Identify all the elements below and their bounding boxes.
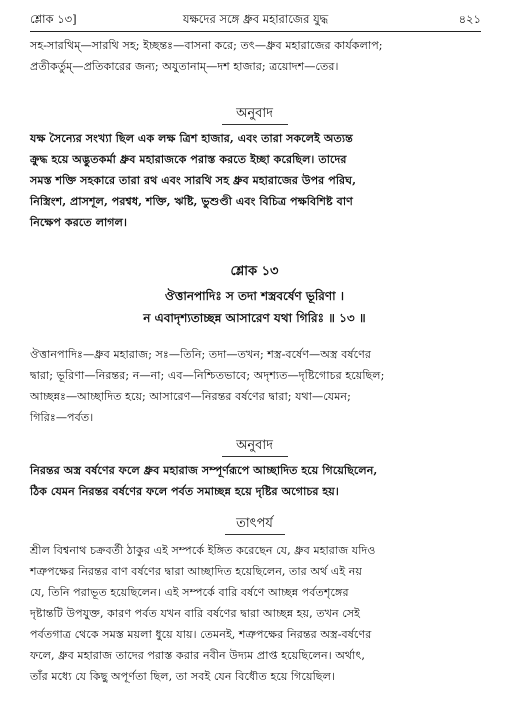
purport-line: যে, তিনি পরাভূত হয়েছিলেন। এই সম্পর্কে বারি বর্ষণে আচ্ছন্ন পর্বতশৃঙ্গের	[30, 586, 349, 599]
verse-line: ন এবাদৃশ্যতাচ্ছন্ন আসারেণ যথা গিরিঃ ॥ ১৩ ॥	[143, 311, 366, 325]
translation-line: ক্রুদ্ধ হয়ে অদ্ভুতকর্মা ধ্রুব মহারাজকে পরাস্ত করতে ইচ্ছা করেছিল। তাদের	[30, 152, 347, 166]
translation-line: নিক্ষেপ করতে লাগল।	[30, 215, 127, 229]
sanskrit-verse	[0, 285, 509, 329]
purport-line: শত্রুপক্ষের নিরন্তর বাণ বর্ষণের দ্বারা আচ্ছাদিত হয়েছিলেন, তার অর্থ এই নয়	[30, 565, 362, 578]
translation-line: ঠিক যেমন নিরন্তর বর্ষণের ফলে পর্বত সমাচ্ছন্ন হয়ে দৃষ্টির অগোচর হয়।	[30, 484, 339, 498]
translation-heading-2: অনুবাদ	[236, 438, 273, 453]
header-verse-ref: শ্লোক ১৩]	[30, 12, 77, 26]
synonym-line: প্রতীকর্তুম্—প্রতিকারের জন্য; অযুতানাম্—দশ হাজার; ত্রয়োদশ—তের।	[30, 60, 339, 73]
purport-paragraph	[30, 540, 481, 687]
purport-line: শ্রীল বিশ্বনাথ চক্রবর্তী ঠাকুর এই সম্পর্কে ইঙ্গিত করেছেন যে, ধ্রুব মহারাজ যদিও	[30, 544, 376, 557]
translation-heading: অনুবাদ	[236, 106, 273, 121]
purport-line: দৃষ্টান্তটি উপযুক্ত, কারণ পর্বত যখন বারি বর্ষণের দ্বারা আচ্ছন্ন হয়, তখন সেই	[30, 607, 360, 620]
translation-line: যক্ষ সৈন্যের সংখ্যা ছিল এক লক্ষ ত্রিশ হাজার, এবং তারা সকলেই অত্যন্ত	[30, 131, 353, 145]
synonyms-top	[30, 35, 481, 77]
translation-line: সমস্ত শক্তি সহকারে তারা রথ এবং সারথি সহ ধ্রুব মহারাজের উপর পরিঘ,	[30, 173, 356, 187]
translation-line: নিস্ত্রিংশ, প্রাসশূল, পরশ্বধ, শক্তি, ঋষ্টি, ভুশুণ্ডী এবং বিচিত্র পক্ষবিশিষ্ট বাণ	[30, 194, 353, 208]
heading-underline	[222, 456, 288, 457]
purport-line: পর্বতগাত্র থেকে সমস্ত ময়লা ধুয়ে যায়। তেমনই, শত্রুপক্ষের নিরন্তর অস্ত্র-বর্ষণের	[30, 628, 372, 641]
page-number: ৪২১	[458, 12, 481, 26]
synonym-line: দ্বারা; ভূরিণা—নিরন্তর; ন—না; এব—নিশ্চিতভাবে; অদৃশ্যত—দৃষ্টিগোচর হয়েছিল;	[30, 369, 385, 382]
synonym-line: আচ্ছন্নঃ—আচ্ছাদিত হয়ে; আসারেণ—নিরন্তর বর্ষণের দ্বারা; যথা—যেমন;	[30, 390, 351, 403]
header-chapter-title: যক্ষদের সঙ্গে ধ্রুব মহারাজের যুদ্ধ	[182, 12, 329, 26]
translation-line: নিরন্তর অস্ত্র বর্ষণের ফলে ধ্রুব মহারাজ সম্পূর্ণরূপে আচ্ছাদিত হয়ে গিয়েছিলেন,	[30, 463, 378, 477]
synonyms-verse	[30, 344, 481, 428]
purport-line: ফলে, ধ্রুব মহারাজ তাদের পরাস্ত করার নবীন উদ্যম প্রাপ্ত হয়েছিলেন। অর্থাৎ,	[30, 649, 365, 662]
purport-line: তাঁর মধ্যে যে কিছু অপূর্ণতা ছিল, তা সবই যেন বিধৌত হয়ে গিয়েছিল।	[30, 670, 335, 683]
purport-heading: তাৎপর্য	[236, 516, 273, 531]
heading-underline	[225, 534, 285, 535]
synonym-line: গিরিঃ—পর্বত।	[30, 411, 94, 424]
heading-underline	[222, 124, 288, 125]
verse-line: ঔত্তানপাদিঃ স তদা শস্ত্রবর্ষেণ ভূরিণা ।	[164, 289, 345, 303]
translation-paragraph	[30, 128, 481, 233]
synonym-line: ঔত্তানপাদিঃ—ধ্রুব মহারাজ; সঃ—তিনি; তদা—তখন; শস্ত্র-বর্ষেণ—অস্ত্র বর্ষণের	[30, 348, 371, 361]
verse-heading: শ্লোক ১৩	[230, 264, 279, 279]
translation-paragraph-2	[30, 460, 481, 502]
running-header	[30, 9, 481, 32]
synonym-line: সহ-সারথিম্—সারথি সহ; ইচ্ছন্তঃ—বাসনা করে; তৎ—ধ্রুব মহারাজের কার্যকলাপ;	[30, 39, 383, 52]
